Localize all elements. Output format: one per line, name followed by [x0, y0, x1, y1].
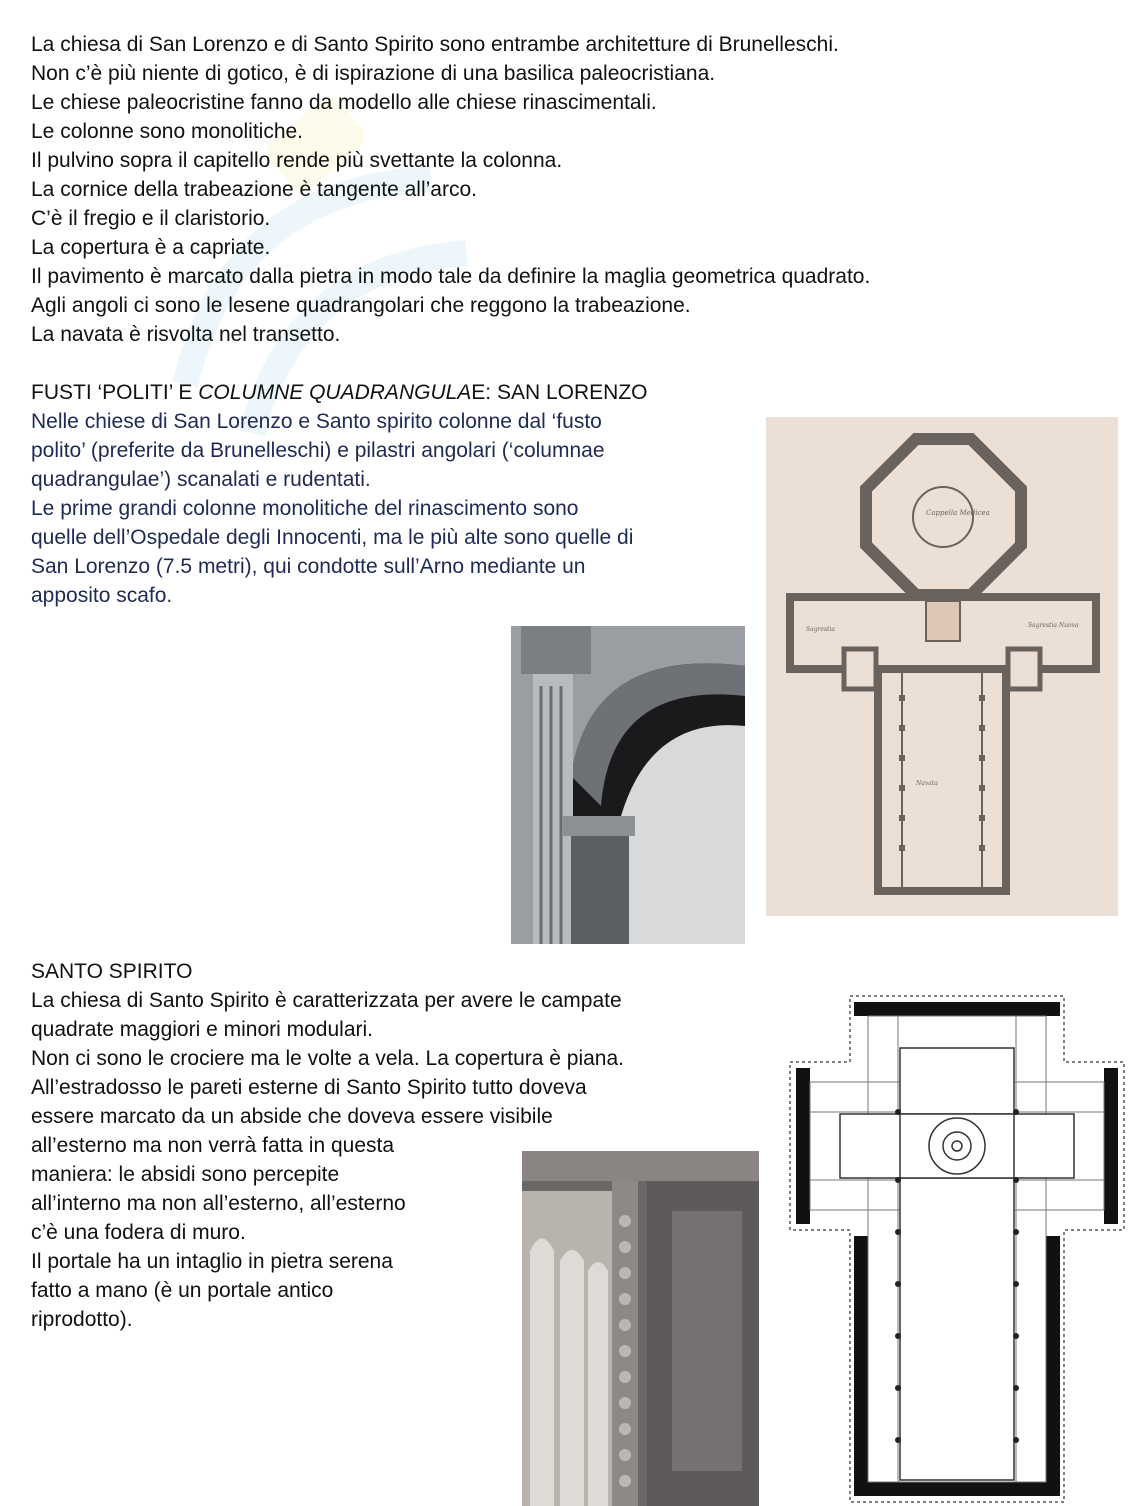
sl-line: Nelle chiese di San Lorenzo e Santo spirito colonne dal ‘fusto [31, 410, 602, 433]
intro-paragraph [31, 30, 870, 349]
sl-line: quadrangulae’) scanalati e rudentati. [31, 468, 371, 491]
heading-text: E: SAN LORENZO [471, 381, 648, 404]
plan-label: Sagrestia [806, 626, 835, 633]
san-lorenzo-paragraph [31, 407, 633, 610]
santo-spirito-portal-photo [522, 1151, 759, 1506]
intro-line: Il pulvino sopra il capitello rende più svettante la colonna. [31, 149, 563, 172]
sl-line: San Lorenzo (7.5 metri), qui condotte sull’Arno mediante un [31, 555, 586, 578]
ss-line: all’esterno ma non verrà fatta in questa [31, 1134, 395, 1157]
heading-italic-text: COLUMNE QUADRANGULA [198, 381, 472, 404]
ss-line: fatto a mano (è un portale antico [31, 1279, 334, 1302]
intro-line: La navata è risvolta nel transetto. [31, 323, 341, 346]
ss-line: Non ci sono le crociere ma le volte a vela. La copertura è piana. [31, 1047, 624, 1070]
ss-line: Il portale ha un intaglio in pietra serena [31, 1250, 393, 1273]
intro-line: Il pavimento è marcato dalla pietra in modo tale da definire la maglia geometrica quadrato. [31, 265, 871, 288]
heading-text: FUSTI ‘POLITI’ E [31, 381, 199, 404]
sl-line: polito’ (preferite da Brunelleschi) e pilastri angolari (‘columnae [31, 439, 605, 462]
san-lorenzo-arch-photo [511, 626, 745, 944]
ss-line: All’estradosso le pareti esterne di Santo Spirito tutto doveva [31, 1076, 587, 1099]
intro-line: Le chiese paleocristine fanno da modello alle chiese rinascimentali. [31, 91, 657, 114]
santo-spirito-heading: SANTO SPIRITO [31, 960, 193, 983]
san-lorenzo-floor-plan [766, 417, 1118, 916]
ss-line: all’interno ma non all’esterno, all’esterno [31, 1192, 406, 1215]
ss-line: c’è una fodera di muro. [31, 1221, 246, 1244]
intro-line: Non c’è più niente di gotico, è di ispirazione di una basilica paleocristiana. [31, 62, 716, 85]
plan-label: Cappella Medicea [926, 509, 990, 517]
ss-line: La chiesa di Santo Spirito è caratterizzata per avere le campate [31, 989, 622, 1012]
intro-line: La cornice della trabeazione è tangente all’arco. [31, 178, 477, 201]
ss-line: riprodotto). [31, 1308, 133, 1331]
intro-line: La chiesa di San Lorenzo e di Santo Spirito sono entrambe architetture di Brunelleschi. [31, 33, 839, 56]
san-lorenzo-heading [31, 378, 648, 407]
sl-line: apposito scafo. [31, 584, 173, 607]
intro-line: Agli angoli ci sono le lesene quadrangolari che reggono la trabeazione. [31, 294, 691, 317]
ss-line: maniera: le absidi sono percepite [31, 1163, 340, 1186]
intro-line: La copertura è a capriate. [31, 236, 271, 259]
intro-line: C’è il fregio e il claristorio. [31, 207, 271, 230]
sl-line: Le prime grandi colonne monolitiche del rinascimento sono [31, 497, 579, 520]
ss-line: quadrate maggiori e minori modulari. [31, 1018, 373, 1041]
intro-line: Le colonne sono monolitiche. [31, 120, 304, 143]
sl-line: quelle dell’Ospedale degli Innocenti, ma le più alte sono quelle di [31, 526, 634, 549]
ss-line: essere marcato da un abside che doveva essere visibile [31, 1105, 553, 1128]
plan-label: Sagrestia Nuova [1028, 622, 1079, 629]
santo-spirito-floor-plan [784, 992, 1130, 1506]
plan-label: Navata [916, 780, 938, 787]
